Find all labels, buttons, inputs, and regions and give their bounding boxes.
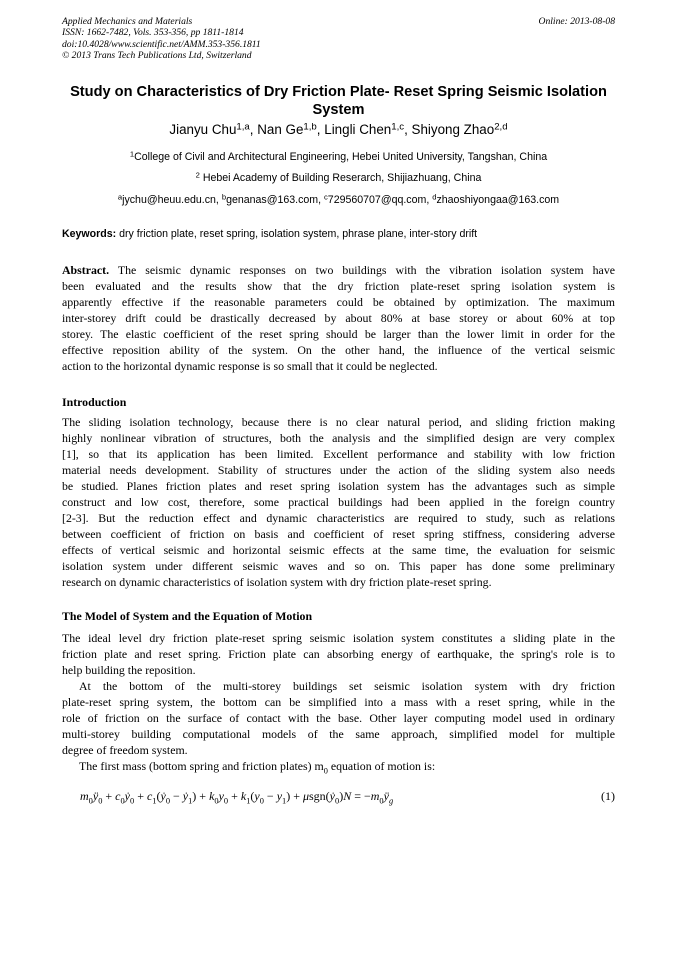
model-section-body: The ideal level dry friction plate-reset spring seismic isolation system constitutes a sliding plate in the friction plate and reset spring. Friction plate can absorbing energy of earthquake, the spring's role is to help building the reposition. At the bottom of the multi-storey buildings set seismic isolation system with dry friction plate-reset spring system, the bottom can be simplified into a mass with a reset spring, while in the role of friction on the surface of contact with the base. Other layer computing model used in ordinary multi-storey building computational models of the same approach, simplified model for multiple degree of freedom system. The first mass (bottom spring and friction plates) $m_0$ equation of motion is:: [62, 631, 615, 775]
author-list: [62, 122, 615, 138]
author: Nan Ge$^{1,b}$,: [257, 121, 325, 137]
author: Lingli Chen$^{1,c}$,: [324, 121, 412, 137]
abstract-label: Abstract.: [62, 263, 110, 277]
author-emails: $^a$jychu@heuu.edu.cn, $^b$genanas@163.com, $^c$729560707@qq.com, $^d$zhaoshiyongaa@163.com: [117, 192, 560, 206]
doi-line: doi:10.4028/www.scientific.net/AMM.353-356.1811: [62, 38, 261, 50]
journal-name: Applied Mechanics and Materials: [62, 16, 193, 27]
affiliation-2: $^2$ Hebei Academy of Building Reserarch, Shijiazhuang, China: [195, 170, 482, 184]
equation-number: (1): [601, 789, 615, 803]
abstract: Abstract. The seismic dynamic responses on two buildings with the vibration isolation system have been evaluated and the results show that the dry friction plate-reset spring isolation system is apparently effective if the reasonable parameters could be obtained by optimization. The maximum inter-storey drift could be drastically decreased by about 80% at base storey or about 60% at top storey. The elastic coefficient of the reset spring should be larger than the lower limit in order for the effective reposition ability of the system. On the other hand, the influence of the vertical seismic action to the horizontal dynamic response is so small that it could be neglected.: [62, 263, 615, 374]
online-date: Online: 2013-08-08: [538, 16, 615, 27]
journal-header: [62, 16, 615, 62]
author: Shiyong Zhao$^{2,d}$: [411, 121, 508, 137]
issn-line: ISSN: 1662-7482, Vols. 353-356, pp 1811-1814: [62, 27, 244, 39]
introduction-paragraph: The sliding isolation technology, because there is no clear natural period, and sliding friction making highly nonlinear vibration of structures, both the analysis and the simplified design are very complex [1], so that its application has been limited. Excellent performance and stability with low friction material needs development. Stability of structures under the action of the sliding system also needs be studied. Planes friction plates and reset spring isolation system has the advantages such as simple construct and low cost, therefore, some practical buildings had been applied in the foreign country [2-3]. But the reduction effect and dynamic characteristics are required to study, such as relations between coefficient of friction on basis and coefficient of reset spring stiffness, considering adverse effects of vertical seismic and horizontal seismic effects at the same time, the evaluation for seismic isolation system under different seismic waves and so on. This paper has done some preliminary research on dynamic characteristics of isolation system with dry friction plate-reset spring.: [62, 415, 615, 590]
copyright-line: © 2013 Trans Tech Publications Ltd, Switzerland: [62, 50, 252, 62]
paper-title: Study on Characteristics of Dry Friction Plate- Reset Spring Seismic Isolation System: [70, 84, 607, 118]
equation-of-motion: $m_0ÿ_0$ + $c_0ẏ_0$ + $c_1(ẏ_0$ − ẏ$_1$) + $k_0y_0 + k_1(y_0 - y_1)$ + μsgn(ẏ$_0$)N = $-m_0ÿ_g$: [80, 789, 394, 806]
equation-1: [80, 789, 615, 807]
first-mass-line: The first mass (bottom spring and friction plates) $m_0$ equation of motion is:: [79, 759, 436, 775]
keywords: Keywords: dry friction plate, reset spring, isolation system, phrase plane, inter-story drift: [62, 228, 478, 240]
model-section-heading: The Model of System and the Equation of Motion: [62, 609, 313, 623]
author: Jianyu Chu$^{1,a}$,: [169, 121, 258, 137]
affiliation-1: $^1$College of Civil and Architectural Engineering, Hebei United University, Tangshan, China: [129, 149, 548, 163]
introduction-heading: Introduction: [62, 395, 127, 409]
